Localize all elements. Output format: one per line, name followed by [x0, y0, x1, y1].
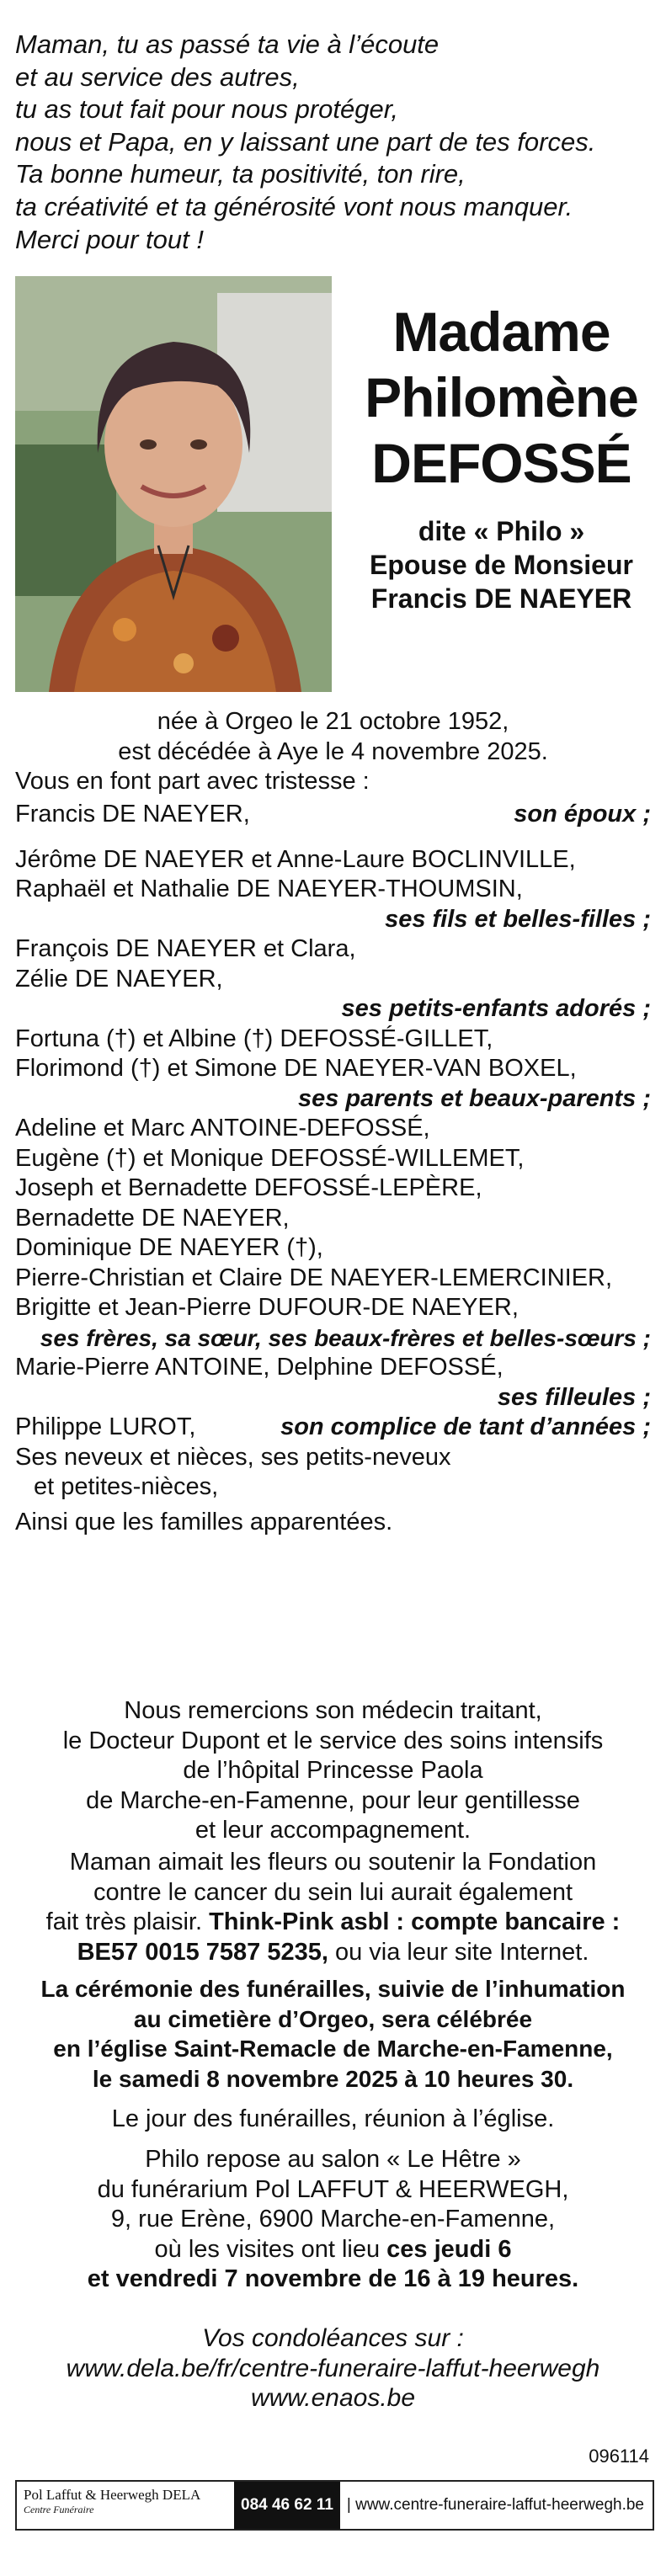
rest-line-4	[15, 2235, 651, 2265]
thanks-line: Nous remercions son médecin traitant,	[124, 1697, 542, 1724]
sibling-entry: Joseph et Bernadette DEFOSSÉ-LEPÈRE,	[15, 1174, 482, 1201]
condolences-block	[15, 2323, 651, 2414]
funeral-home-subtitle: Centre Funéraire	[24, 2504, 94, 2515]
deceased-first-name: Philomène	[365, 366, 638, 428]
sibling-entry: Eugène (†) et Monique DEFOSSÉ-WILLEMET,	[15, 1144, 525, 1172]
deceased-last-name: DEFOSSÉ	[371, 432, 631, 494]
child-entry: Jérôme DE NAEYER et Anne-Laure BOCLINVILLE,	[15, 845, 576, 873]
thanks-line: de Marche-en-Famenne, pour leur gentillesse	[86, 1786, 580, 1814]
rest-text: où les visites ont lieu	[154, 2235, 387, 2263]
visit-days: ces jeudi 6	[386, 2235, 512, 2263]
funeral-home-footer	[15, 2480, 654, 2531]
rest-block	[15, 2145, 651, 2295]
birth-line: née à Orgeo le 21 octobre 1952,	[157, 708, 509, 735]
funeral-home-phone[interactable]: 084 46 62 11	[234, 2482, 340, 2529]
portrait-photo	[15, 276, 332, 692]
sibling-entry: Pierre-Christian et Claire DE NAEYER-LEMERCINIER,	[15, 1264, 613, 1291]
grandchild-entry: François DE NAEYER et Clara,	[15, 935, 356, 962]
sibling-entry: Brigitte et Jean-Pierre DUFOUR-DE NAEYER,	[15, 1294, 519, 1321]
ceremony-line: le samedi 8 novembre 2025 à 10 heures 30.	[92, 2065, 574, 2092]
condolences-link-enaos[interactable]: www.enaos.be	[250, 2384, 416, 2412]
spouse-of-line-1: Epouse de Monsieur	[370, 550, 633, 580]
rest-line-1: Philo repose au salon « Le Hêtre »	[145, 2146, 521, 2173]
portrait-illustration	[15, 276, 332, 692]
spouse-row	[15, 800, 651, 830]
ceremony-block	[15, 1974, 651, 2094]
birth-death-block	[15, 707, 651, 797]
rest-line-5: et vendredi 7 novembre de 16 à 19 heures.	[87, 2265, 579, 2292]
goddaughters-entry: Marie-Pierre ANTOINE, Delphine DEFOSSÉ,	[15, 1354, 503, 1381]
intro-poem	[15, 29, 655, 256]
sibling-entry: Dominique DE NAEYER (†),	[15, 1234, 323, 1261]
spouse-of-line-2: Francis DE NAEYER	[370, 583, 632, 614]
announce-line: Vous en font part avec tristesse :	[15, 768, 370, 795]
ceremony-line: La cérémonie des funérailles, suivie de l’inhumation	[40, 1976, 626, 2002]
donation-text: ou via leur site Internet.	[328, 1938, 589, 1966]
spouse-name: Francis DE NAEYER,	[15, 801, 250, 828]
nephews-line-1: Ses neveux et nièces, ses petits-neveux	[15, 1443, 451, 1471]
grandchildren-relation: ses petits-enfants adorés ;	[341, 995, 651, 1022]
ceremony-line: en l’église Saint-Remacle de Marche-en-Famenne,	[53, 2036, 613, 2062]
grandchild-entry: Zélie DE NAEYER,	[15, 965, 223, 993]
donation-charity: Think-Pink asbl : compte bancaire :	[209, 1908, 621, 1935]
rest-line-3: 9, rue Erène, 6900 Marche-en-Famenne,	[110, 2206, 556, 2233]
donation-line-1: Maman aimait les fleurs ou soutenir la Fondation	[69, 1849, 597, 1876]
thanks-block	[15, 1696, 651, 1846]
rest-line-2: du funérarium Pol LAFFUT & HEERWEGH,	[97, 2175, 569, 2203]
death-line: est décédée à Aye le 4 novembre 2025.	[118, 737, 548, 765]
child-entry: Raphaël et Nathalie DE NAEYER-THOUMSIN,	[15, 876, 523, 902]
intro-line: tu as tout fait pour nous protéger,	[15, 94, 398, 125]
parents-relation: ses parents et beaux-parents ;	[297, 1084, 651, 1112]
thanks-line: de l’hôpital Princesse Paola	[183, 1757, 483, 1784]
funeral-home-name: Pol Laffut & Heerwegh DELA	[24, 2487, 201, 2503]
parent-entry: Fortuna (†) et Albine (†) DEFOSSÉ-GILLET,	[15, 1025, 493, 1052]
friend-name: Philippe LUROT,	[15, 1413, 196, 1440]
spouse-relation: son époux ;	[514, 801, 651, 828]
families-line: Ainsi que les familles apparentées.	[15, 1508, 393, 1535]
donation-block	[15, 1848, 651, 1967]
intro-line: ta créativité et ta générosité vont nous manquer.	[15, 191, 573, 221]
donation-line-3	[15, 1908, 651, 1938]
donation-line-4	[15, 1938, 651, 1968]
ceremony-line: au cimetière d’Orgeo, sera célébrée	[133, 2005, 533, 2032]
friend-relation: son complice de tant d’années ;	[280, 1413, 651, 1440]
thanks-line: et leur accompagnement.	[194, 1817, 472, 1844]
family-list	[15, 800, 651, 1537]
condolences-label: Vos condoléances sur :	[202, 2324, 464, 2352]
nephews-line-2: et petites-nièces,	[34, 1473, 219, 1500]
intro-line: Ta bonne humeur, ta positivité, ton rire,	[15, 159, 466, 189]
reunion-line: Le jour des funérailles, réunion à l’église.	[111, 2105, 555, 2132]
donation-text: fait très plaisir.	[45, 1908, 210, 1935]
funeral-home-logo	[17, 2482, 234, 2529]
friend-row	[15, 1413, 651, 1443]
intro-line: nous et Papa, en y laissant une part de tes forces.	[15, 126, 596, 157]
sibling-entry: Bernadette DE NAEYER,	[15, 1204, 290, 1232]
funeral-home-website[interactable]: | www.centre-funeraire-laffut-heerwegh.be	[346, 2496, 644, 2514]
intro-line: Maman, tu as passé ta vie à l’écoute	[15, 29, 440, 59]
intro-line: Merci pour tout !	[15, 224, 204, 254]
nickname: dite « Philo »	[418, 516, 585, 546]
children-relation: ses fils et belles-filles ;	[385, 905, 651, 933]
bank-account: BE57 0015 7587 5235,	[77, 1938, 328, 1966]
goddaughters-relation: ses filleules ;	[497, 1383, 651, 1411]
sibling-entry: Adeline et Marc ANTOINE-DEFOSSÉ,	[15, 1115, 430, 1142]
deceased-name-block	[337, 299, 666, 615]
parent-entry: Florimond (†) et Simone DE NAEYER-VAN BOXEL,	[15, 1055, 577, 1082]
deceased-title: Madame	[392, 301, 610, 363]
condolences-link-dela[interactable]: www.dela.be/fr/centre-funeraire-laffut-heerwegh	[66, 2354, 600, 2382]
thanks-line: le Docteur Dupont et le service des soins intensifs	[62, 1727, 604, 1754]
reference-code: 096114	[589, 2446, 649, 2467]
reunion-block	[15, 2105, 651, 2135]
siblings-relation: ses frères, sa sœur, ses beaux-frères et belles-sœurs ;	[40, 1324, 651, 1351]
intro-line: et au service des autres,	[15, 61, 300, 92]
donation-line-2: contre le cancer du sein lui aurait également	[93, 1878, 573, 1906]
